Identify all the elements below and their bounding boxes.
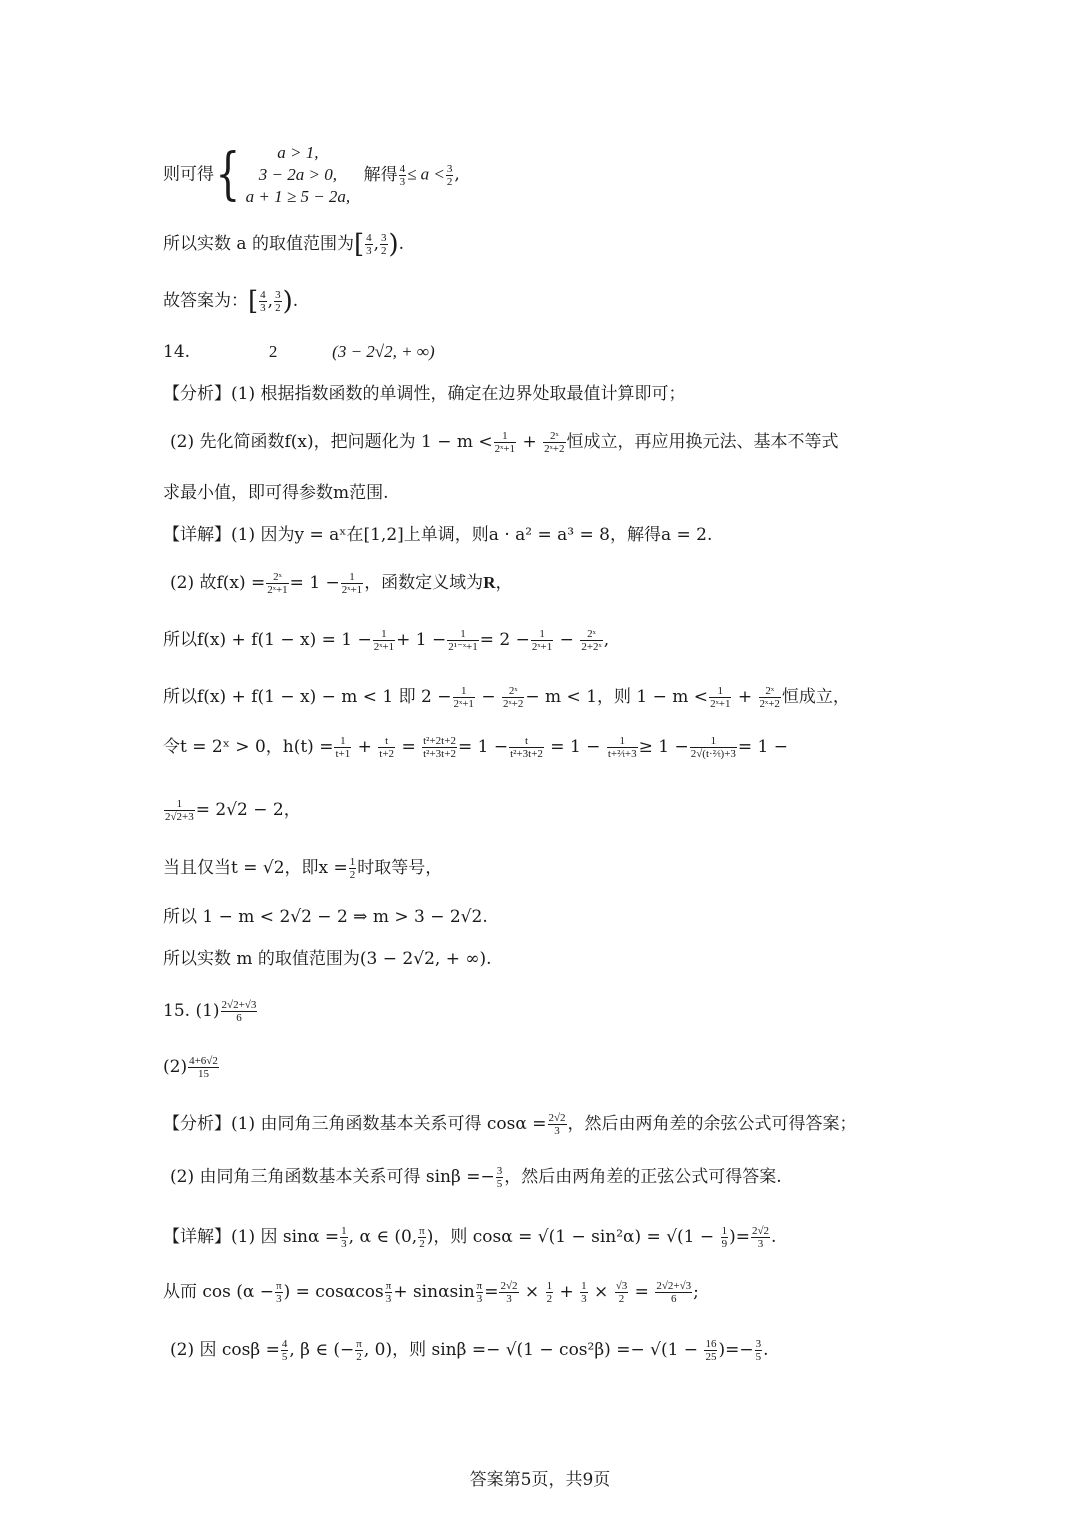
q14-sum-c: = 2 − xyxy=(479,630,530,650)
q14-analysis-1 xyxy=(163,382,685,406)
q13-system-line-2: 3 − 2a > 0, xyxy=(258,165,337,184)
q14-sum-line: 所以f(x) + f(1 − x) = 1 − $\frac{1}{\text{2ˣ+1}}$ + 1 − $\frac{1}{\text{2¹⁻ˣ+1}}$ = 2 − $\frac{1}{\text{2ˣ+1}}$ − $\frac{\text{2ˣ}}{\text{2+2ˣ}}$ , xyxy=(163,628,610,653)
q15-part2-den: 15 xyxy=(197,1068,209,1080)
q14-analysis-1-text: (1) 根据指数函数的单调性，确定在边界处取最值计算即可； xyxy=(231,384,686,404)
q15-detail-2-a: (2) 因 cosβ = xyxy=(170,1340,280,1360)
q14-analysis-2-a: (2) 先化简函数f(x)，把问题化为 1 − m < xyxy=(170,432,493,452)
q14-header xyxy=(163,340,435,364)
analysis-tag: 【分析】 xyxy=(163,384,231,404)
q15-number: 15. xyxy=(163,1001,191,1021)
q14-sub-line: 令t = 2ˣ > 0，h(t) = $\frac{1}{t+1}$ + $\frac{t}{t+2}$ = $\frac{\text{t²+2t+2}}{\text{t²+3t+2}}$ = 1 − $\frac{t}{\text{t²+3t+2}}$ = 1 − $\frac{1}{\text{t+²⁄ₜ+3}}$ ≥ 1 − $\frac{1}{\text{2√(t·²⁄ₜ)+3}}$ = 1 − xyxy=(163,735,789,760)
q13-solve-rhs: ≤ a < xyxy=(407,164,445,184)
analysis-tag: 【分析】 xyxy=(163,1114,231,1134)
q13-solve-prefix: 解得 xyxy=(363,164,398,185)
q13-system-line-1: a > 1, xyxy=(277,143,319,162)
q15-part2-num: 4+6√2 xyxy=(189,1055,218,1067)
q15-part2 xyxy=(163,1055,220,1080)
detail-tag: 【详解】 xyxy=(163,525,231,545)
q15-detail-2-d: =− xyxy=(725,1340,754,1360)
q14-conclude-1-text: 所以 1 − m < 2√2 − 2 ⇒ m > 3 − 2√2. xyxy=(163,907,488,927)
q15-cos-diff: 从而 cos (α − $\frac{\pi}{3}$ ) = cosαcos $\frac{\pi}{3}$ + sinαsin $\frac{\pi}{3}$ = $\frac{2√2}{3}$ × $\frac{1}{2}$ + $\frac{1}{3}$ × $\frac{√3}{2}$ = $\frac{2√2+√3}{6}$ ; xyxy=(163,1280,699,1305)
q14-analysis-2-c: 求最小值，即可得参数m范围. xyxy=(163,483,389,503)
q14-eq-cond-b: 时取等号， xyxy=(357,858,443,878)
q15-detail-1: 【详解】(1) 因 sinα = $\frac{1}{3}$ , α ∈ (0, $\frac{\pi}{2}$ )，则 cosα = √(1 − sin²α) = √(1 − $\frac{1}{9}$ )= $\frac{2√2}{3}$ . xyxy=(163,1225,777,1250)
q13-system xyxy=(246,142,351,208)
q14-conclude-2 xyxy=(163,947,492,971)
q15-detail-2-b: , β ∈ (− xyxy=(289,1340,355,1360)
q15-part1-num: 2√2+√3 xyxy=(221,999,257,1011)
frac-4-3: $\frac{4}{3}$ xyxy=(399,162,406,188)
q14-eq-cond: 当且仅当t = √2，即x = $\frac{1}{2}$ 时取等号， xyxy=(163,856,443,881)
q15-analysis-1-b: ，然后由两角差的余弦公式可得答案； xyxy=(567,1114,857,1134)
q15-cos-diff-c: + sinαsin xyxy=(393,1282,475,1302)
q14-detail-2-c: ，函数定义域为 xyxy=(364,573,484,593)
q15-analysis-2-a: (2) 由同角三角函数基本关系可得 sinβ =− xyxy=(170,1167,495,1187)
q15-part1 xyxy=(163,999,258,1024)
q14-answer-2: (3 − 2√2, + ∞) xyxy=(332,342,435,361)
q15-analysis-1-a: (1) 由同角三角函数基本关系可得 cosα = xyxy=(231,1114,547,1134)
q15-detail-1-c: )，则 cosα = √(1 − sin²α) = xyxy=(426,1227,661,1247)
real-set-R: R xyxy=(483,573,496,592)
q14-analysis-2-b: 恒成立，再应用换元法、基本不等式 xyxy=(566,432,839,452)
q14-sub-c: ≥ 1 − xyxy=(638,737,689,757)
q13-range-text: 所以实数 a 的取值范围为 xyxy=(163,234,354,254)
q14-min-val: = 2√2 − 2， xyxy=(195,800,301,820)
q14-eq-cond-a: 当且仅当t = √2，即x = xyxy=(163,858,348,878)
q13-system-line: 则可得{ a > 1, 3 − 2a > 0, a + 1 ≥ 5 − 2a, 解得 $\frac{4}{3}$ ≤ a < $\frac{3}{2}$ , xyxy=(163,142,460,207)
q15-analysis-2: (2) 由同角三角函数基本关系可得 sinβ =− $\frac{3}{5}$ ，然后由两角差的正弦公式可得答案. xyxy=(170,1165,782,1190)
q14-detail-2-a: (2) 故f(x) = xyxy=(170,573,266,593)
q14-sub-d: = 1 − xyxy=(737,737,789,757)
q14-conclude-1 xyxy=(163,905,488,929)
q14-sum-b: + 1 − xyxy=(396,630,447,650)
q15-detail-2-c: , 0)，则 sinβ =− √(1 − cos²β) =− xyxy=(363,1340,645,1360)
q13-answer-prefix: 故答案为： xyxy=(163,291,248,311)
q14-ineq-c: 恒成立， xyxy=(781,687,850,707)
q14-ineq-a: 所以f(x) + f(1 − x) − m < 1 即 2 − xyxy=(163,687,452,707)
q14-detail-1-text: (1) 因为y = aˣ在[1,2]上单调，则a · a² = a³ = 8，解得a = 2. xyxy=(231,525,713,545)
q14-sub-b: = 1 − xyxy=(457,737,509,757)
q13-answer-line: 故答案为：[ $\frac{4}{3}$ , $\frac{3}{2}$ ). xyxy=(163,286,299,317)
page-footer: 答案第5页，共9页 xyxy=(469,1470,611,1490)
q14-conclude-2-text: 所以实数 m 的取值范围为(3 − 2√2, + ∞). xyxy=(163,949,492,969)
q14-ineq-b: − m < 1，则 1 − m < xyxy=(525,687,709,707)
q15-part2-answer xyxy=(188,1055,219,1080)
detail-tag: 【详解】 xyxy=(163,1227,231,1247)
q15-analysis-1: 【分析】(1) 由同角三角函数基本关系可得 cosα = $\frac{2√2}{3}$ ，然后由两角差的余弦公式可得答案； xyxy=(163,1112,857,1137)
q14-detail-2: (2) 故f(x) = $\frac{\text{2ˣ}}{\text{2ˣ+1}}$ = 1 − $\frac{1}{\text{2ˣ+1}}$ ，函数定义域为R， xyxy=(170,571,513,596)
q14-min-line: $\frac{1}{2√2+3}$ = 2√2 − 2， xyxy=(165,798,301,823)
q13-system-line-3: a + 1 ≥ 5 − 2a, xyxy=(245,187,351,206)
q14-answer-1: 2 xyxy=(268,342,278,361)
q15-part2-label: (2) xyxy=(163,1057,188,1077)
q15-detail-1-d: = xyxy=(735,1227,750,1247)
q14-detail-1 xyxy=(163,523,712,547)
q15-part1-label: (1) xyxy=(195,1001,220,1021)
q15-detail-2: (2) 因 cosβ = $\frac{4}{5}$ , β ∈ (− $\frac{\pi}{2}$ , 0)，则 sinβ =− √(1 − cos²β) =− √(1 − $\frac{16}{25}$ )=− $\frac{3}{5}$ . xyxy=(170,1338,769,1363)
q15-part1-den: 6 xyxy=(236,1012,242,1024)
q14-sum-a: 所以f(x) + f(1 − x) = 1 − xyxy=(163,630,372,650)
q15-analysis-2-b: ，然后由两角差的正弦公式可得答案. xyxy=(504,1167,782,1187)
q14-sub-a: 令t = 2ˣ > 0，h(t) = xyxy=(163,737,334,757)
frac-3-2: $\frac{3}{2}$ xyxy=(446,162,453,188)
q14-number: 14. xyxy=(163,342,191,362)
q15-cos-diff-d: = xyxy=(484,1282,499,1302)
q15-detail-1-a: (1) 因 sinα = xyxy=(231,1227,340,1247)
q15-part1-answer xyxy=(221,999,258,1024)
q14-analysis-2c xyxy=(163,481,389,505)
q15-cos-diff-b: ) = cosαcos xyxy=(283,1282,384,1302)
q13-range-line: 所以实数 a 的取值范围为[ $\frac{4}{3}$ , $\frac{3}{2}$ ). xyxy=(163,229,405,260)
left-brace-icon: { xyxy=(215,142,241,207)
q14-analysis-2: (2) 先化简函数f(x)，把问题化为 1 − m < $\frac{1}{\text{2ˣ+1}}$ + $\frac{\text{2ˣ}}{\text{2ˣ+2}}$ 恒成立，再应用换元法、基本不等式 xyxy=(170,430,839,455)
q13-system-prefix: 则可得 xyxy=(163,164,214,185)
q14-ineq-line: 所以f(x) + f(1 − x) − m < 1 即 2 − $\frac{1}{\text{2ˣ+1}}$ − $\frac{\text{2ˣ}}{\text{2ˣ+2}}$ − m < 1，则 1 − m < $\frac{1}{\text{2ˣ+1}}$ + $\frac{\text{2ˣ}}{\text{2ˣ+2}}$ 恒成立， xyxy=(163,685,850,710)
q15-cos-diff-a: 从而 cos (α − xyxy=(163,1282,275,1302)
q14-detail-2-b: = 1 − xyxy=(289,573,340,593)
q15-detail-1-b: , α ∈ (0, xyxy=(348,1227,418,1247)
